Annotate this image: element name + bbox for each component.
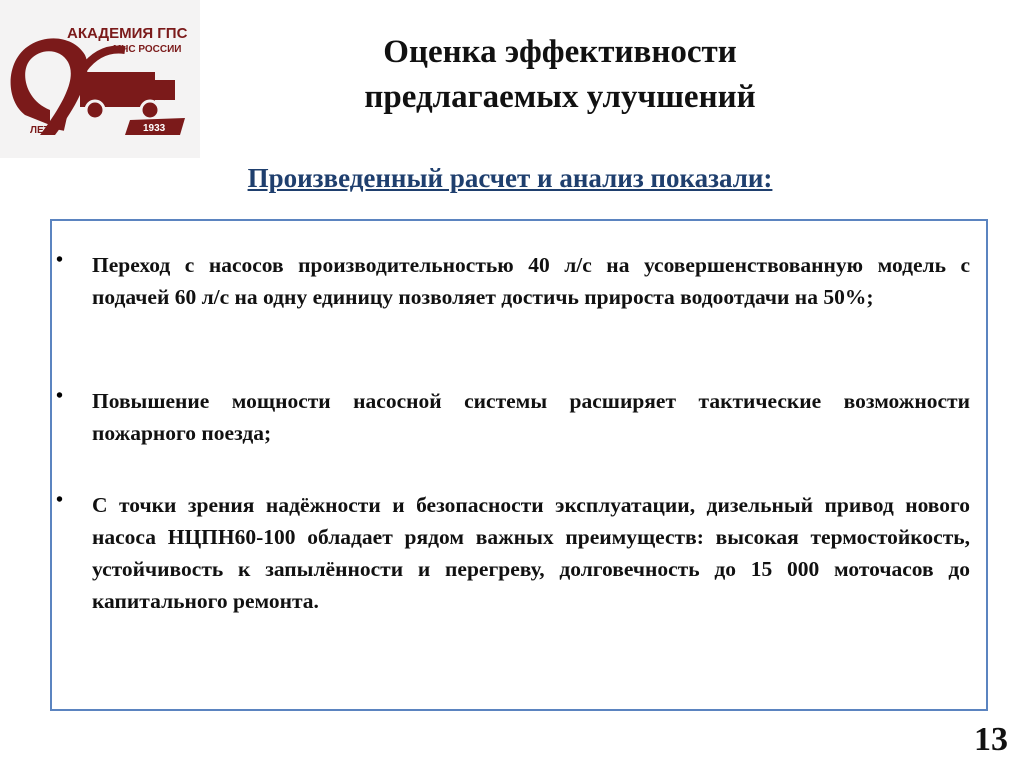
slide-subtitle: Произведенный расчет и анализ показали: (247, 163, 773, 193)
academy-logo (0, 0, 200, 158)
svg-text:1933: 1933 (143, 123, 166, 134)
bullet-icon: • (56, 489, 64, 511)
bullet-text: С точки зрения надёжности и безопасности эксплуатации, дизельный привод нового насоса НЦПН60-100 обладает рядом важных преимуществ: высокая термостойкость, устойчивость к запылённости и перегреву, долговечность до 15 000 моточасов до капитального ремонта. (92, 493, 970, 613)
svg-text:АКАДЕМИЯ ГПС: АКАДЕМИЯ ГПС (67, 25, 188, 42)
svg-text:ЛЕТ: ЛЕТ (30, 125, 50, 136)
slide-title (250, 30, 870, 120)
page-number: 13 (974, 721, 1008, 758)
svg-text:МЧС РОССИИ: МЧС РОССИИ (113, 44, 182, 55)
title-line-2: предлагаемых улучшений (364, 79, 756, 115)
bullet-icon: • (56, 385, 64, 407)
content-box (50, 219, 988, 711)
fire-truck-logo-icon (0, 0, 200, 158)
bullet-text: Повышение мощности насосной системы расширяет тактические возможности пожарного поезда; (92, 389, 970, 445)
bullet-icon: • (56, 249, 64, 271)
bullet-text: Переход с насосов производительностью 40 л/с на усовершенствованную модель с подачей 60 л/с на одну единицу позволяет достичь прироста водоотдачи на 50%; (92, 253, 970, 309)
title-line-1: Оценка эффективности (383, 34, 737, 70)
